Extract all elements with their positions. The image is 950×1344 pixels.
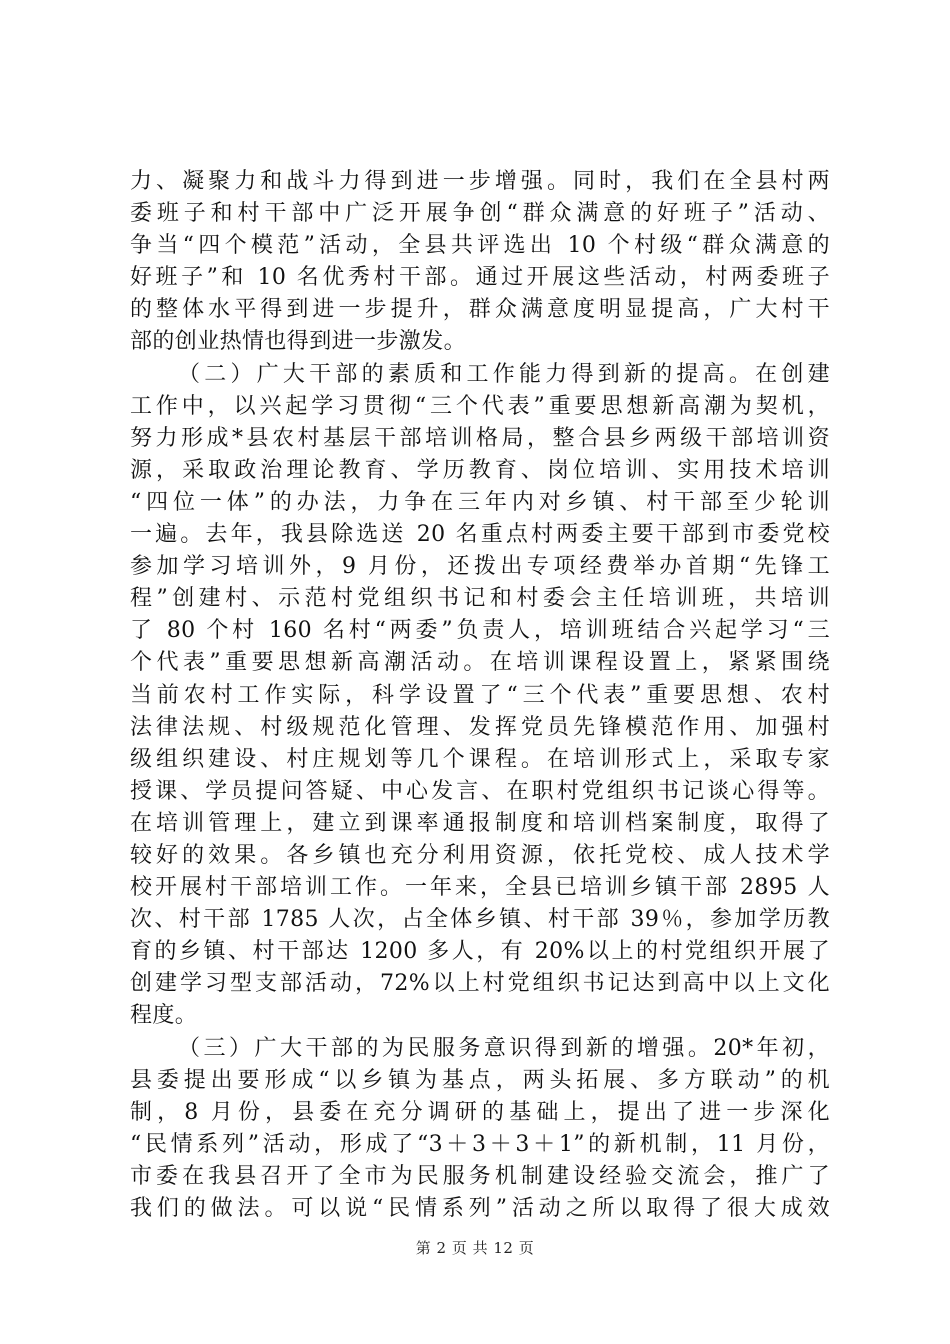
text-line: 我们的做法。可以说“民情系列”活动之所以取得了很大成效 [130,1196,830,1221]
text-line: 力、凝聚力和战斗力得到进一步增强。同时，我们在全县村两 [130,169,830,194]
text-line: 一遍。去年，我县除选送 20 名重点村两委主要干部到市委党校 [130,522,830,548]
text-line: 部的创业热情也得到进一步激发。 [130,329,467,355]
text-line: 育的乡镇、村干部达 1200 多人，有 20%以上的村党组织开展了 [130,939,830,965]
text-line: 市委在我县召开了全市为民服务机制建设经验交流会，推广了 [130,1163,830,1189]
text-line: 争当“四个模范”活动，全县共评选出 10 个村级“群众满意的 [130,233,830,259]
text-line: 程度。 [130,1003,198,1029]
text-line: 当前农村工作实际，科学设置了“三个代表”重要思想、农村 [130,682,830,708]
text-line: 好班子”和 10 名优秀村干部。通过开展这些活动，村两委班子 [130,265,830,291]
text-line: 县委提出要形成“以乡镇为基点，两头拓展、多方联动”的机 [130,1067,830,1093]
text-line: 了 80 个村 160 名村“两委”负责人，培训班结合兴起学习“三 [130,618,830,644]
page-footer: 第 2 页 共 12 页 [415,1239,535,1257]
text-line: 工作中，以兴起学习贯彻“三个代表”重要思想新高潮为契机， [130,393,830,419]
text-line: 在培训管理上，建立到课率通报制度和培训档案制度，取得了 [130,810,830,836]
text-line: “四位一体”的办法，力争在三年内对乡镇、村干部至少轮训 [130,489,830,515]
text-line: 次、村干部 1785 人次，占全体乡镇、村干部 39％，参加学历教 [130,907,830,933]
text-line: （二）广大干部的素质和工作能力得到新的提高。在创建 [178,361,830,387]
text-line: 级组织建设、村庄规划等几个课程。在培训形式上，采取专家 [130,746,830,772]
text-line: “民情系列”活动，形成了“3＋3＋3＋1”的新机制，11 月份， [130,1131,830,1157]
text-line: 较好的效果。各乡镇也充分利用资源，依托党校、成人技术学 [130,842,830,868]
body-text [130,166,830,1225]
text-line: 源，采取政治理论教育、学历教育、岗位培训、实用技术培训 [130,457,830,483]
text-line: 创建学习型支部活动，72%以上村党组织书记达到高中以上文化 [130,971,830,997]
text-line: 程”创建村、示范村党组织书记和村委会主任培训班，共培训 [130,586,830,612]
text-line: 法律法规、村级规范化管理、发挥党员先锋模范作用、加强村 [130,714,830,740]
text-line: 参加学习培训外，9 月份，还拨出专项经费举办首期“先锋工 [130,554,830,580]
text-line: 努力形成*县农村基层干部培训格局，整合县乡两级干部培训资 [130,425,830,451]
text-line: 授课、学员提问答疑、中心发言、在职村党组织书记谈心得等。 [130,778,830,804]
text-line: 的整体水平得到进一步提升，群众满意度明显提高，广大村干 [130,297,830,323]
text-line: 制，8 月份，县委在充分调研的基础上，提出了进一步深化 [130,1099,830,1125]
text-line: 委班子和村干部中广泛开展争创“群众满意的好班子”活动、 [130,201,830,227]
text-line: 个代表”重要思想新高潮活动。在培训课程设置上，紧紧围绕 [130,650,830,676]
text-line: 校开展村干部培训工作。一年来，全县已培训乡镇干部 2895 人 [130,875,830,901]
text-line: （三）广大干部的为民服务意识得到新的增强。20*年初， [178,1035,830,1061]
